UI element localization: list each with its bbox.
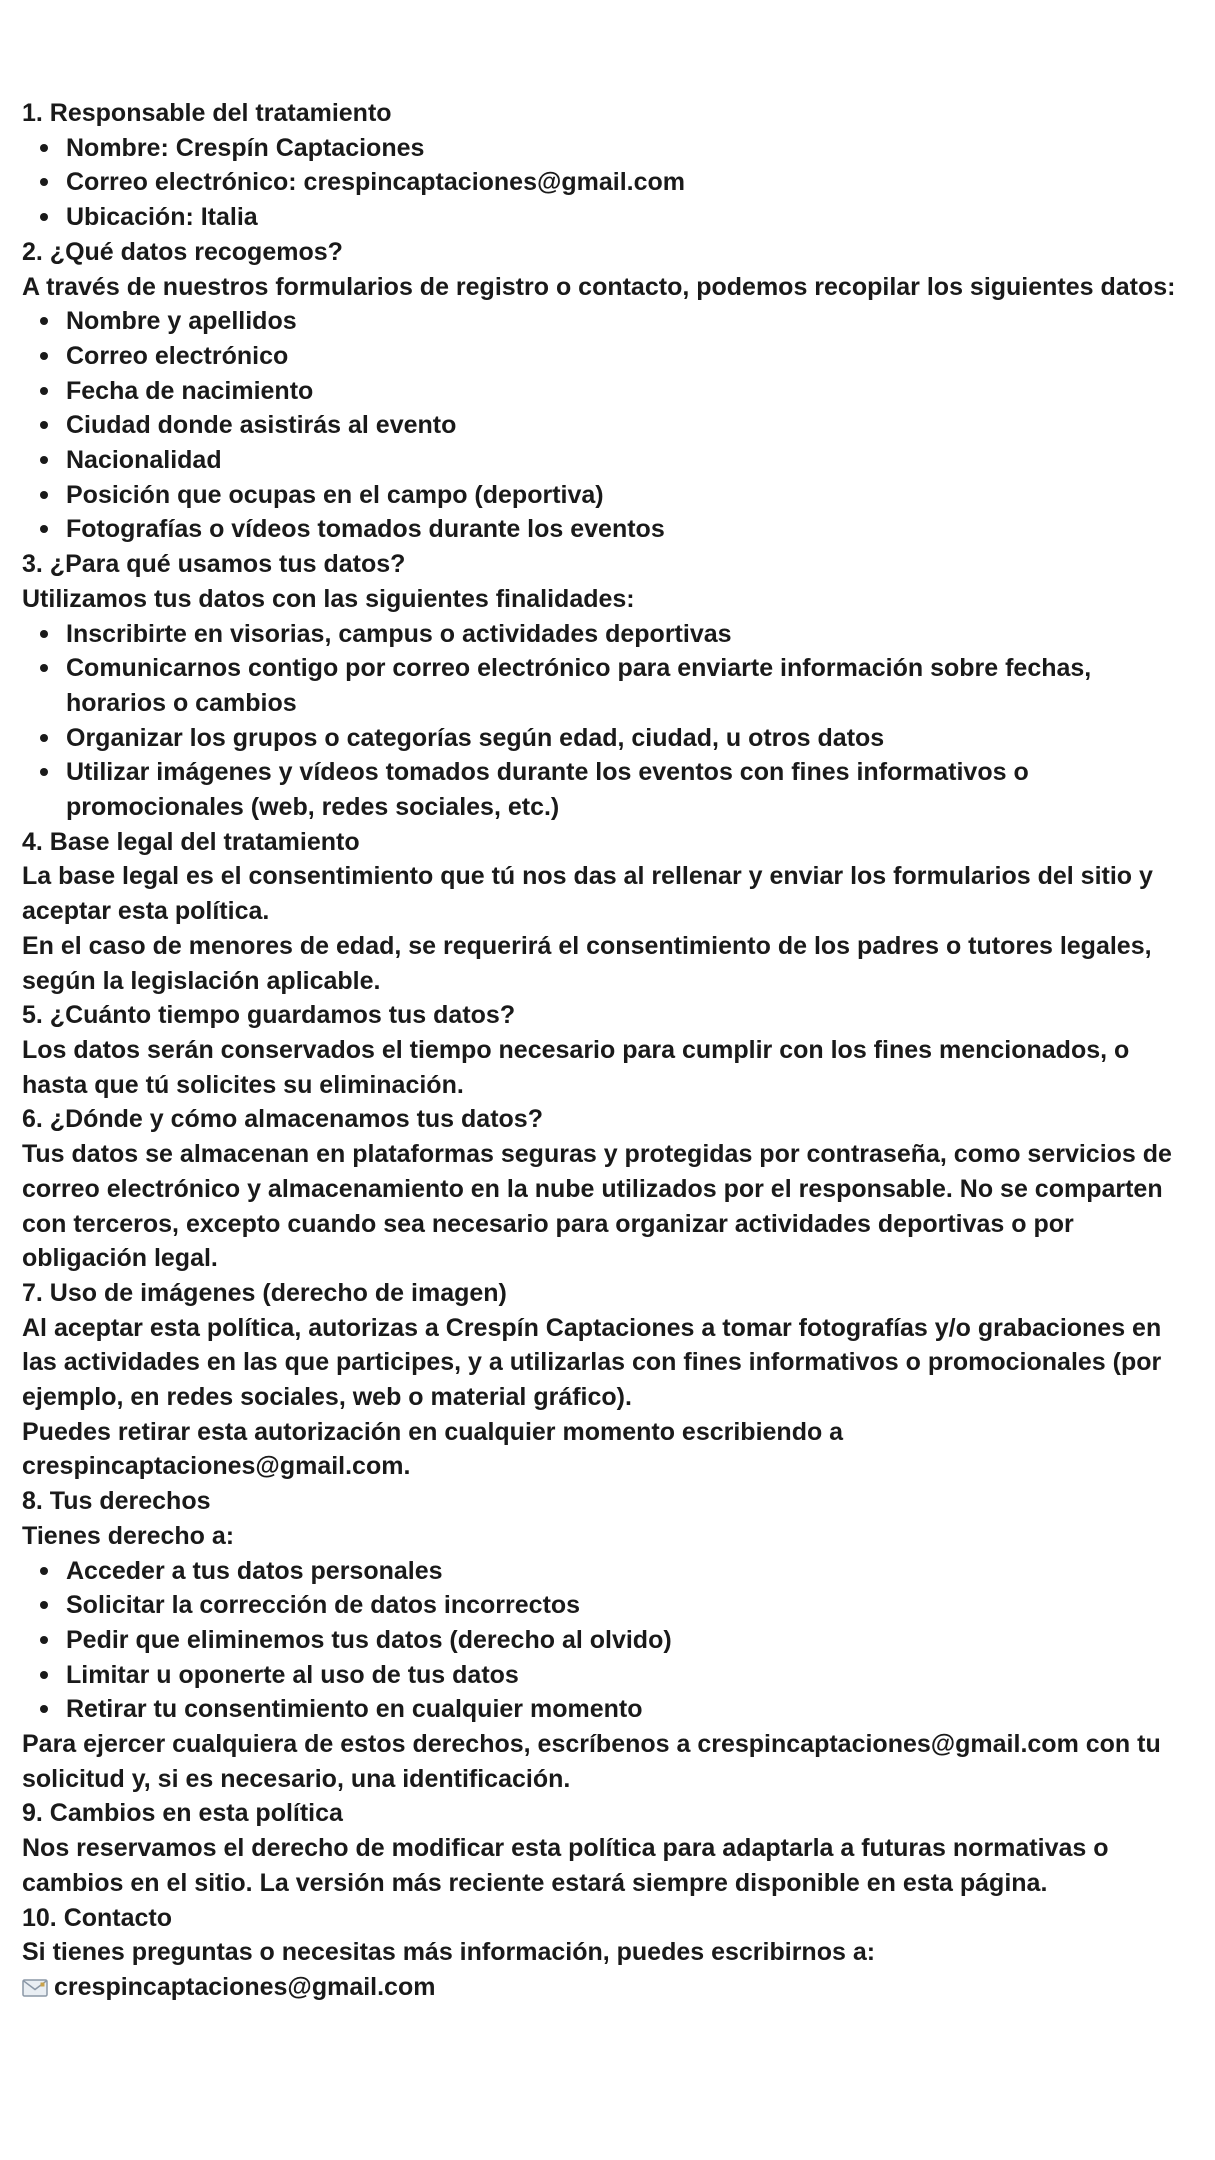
list-item: Nombre y apellidos bbox=[66, 304, 1197, 339]
paragraph: Nos reservamos el derecho de modificar esta política para adaptarla a futuras normativas o cambios en el sitio. La versión más reciente estará siempre disponible en esta página. bbox=[22, 1834, 1109, 1897]
list-item: Limitar u oponerte al uso de tus datos bbox=[66, 1658, 1197, 1693]
section-heading: 10. Contacto bbox=[22, 1903, 173, 1932]
list-item: Fecha de nacimiento bbox=[66, 374, 1197, 409]
section-heading: 1. Responsable del tratamiento bbox=[22, 99, 392, 127]
list-item: Nacionalidad bbox=[66, 443, 1197, 478]
section-heading: 9. Cambios en esta política bbox=[22, 1799, 343, 1828]
paragraph: Utilizamos tus datos con las siguientes finalidades: bbox=[22, 584, 635, 613]
list-item: Ubicación: Italia bbox=[66, 200, 1197, 235]
list-item: Posición que ocupas en el campo (deportiva) bbox=[66, 478, 1197, 513]
paragraph: Para ejercer cualquiera de estos derechos, escríbenos a crespincaptaciones@gmail.com con tu solicitud y, si es necesario, una identificación. bbox=[22, 1730, 1161, 1793]
bullet-list bbox=[22, 131, 1197, 235]
paragraph: La base legal es el consentimiento que tú nos das al rellenar y enviar los formularios del sitio y aceptar esta política. bbox=[22, 862, 1153, 926]
list-item: Pedir que eliminemos tus datos (derecho al olvido) bbox=[66, 1623, 1197, 1658]
section-heading: 2. ¿Qué datos recogemos? bbox=[22, 237, 343, 266]
paragraph: Puedes retirar esta autorización en cualquier momento escribiendo a crespincaptaciones@gmail.com. bbox=[22, 1417, 844, 1481]
list-item: Organizar los grupos o categorías según edad, ciudad, u otros datos bbox=[66, 721, 1197, 756]
list-item: Nombre: Crespín Captaciones bbox=[66, 131, 1197, 166]
bullet-list bbox=[22, 304, 1197, 547]
section-heading: 8. Tus derechos bbox=[22, 1487, 211, 1516]
envelope-icon bbox=[22, 1972, 48, 1990]
list-item: Fotografías o vídeos tomados durante los eventos bbox=[66, 512, 1197, 547]
list-item: Ciudad donde asistirás al evento bbox=[66, 408, 1197, 443]
bullet-list bbox=[22, 617, 1197, 825]
list-item: Solicitar la corrección de datos incorrectos bbox=[66, 1588, 1197, 1623]
paragraph: Los datos serán conservados el tiempo necesario para cumplir con los fines mencionados, o hasta que tú solicites su eliminación. bbox=[22, 1035, 1130, 1099]
section-heading: 3. ¿Para qué usamos tus datos? bbox=[22, 550, 406, 579]
paragraph: Tienes derecho a: bbox=[22, 1521, 235, 1550]
bullet-list bbox=[22, 1554, 1197, 1728]
contact-line bbox=[22, 1970, 1197, 2005]
paragraph: Al aceptar esta política, autorizas a Crespín Captaciones a tomar fotografías y/o grabaciones en las actividades en las que participes, y a utilizarlas con fines informativos o promocionales (por ejemplo, en redes sociales, web o material gráfico). bbox=[22, 1313, 1162, 1412]
list-item: Inscribirte en visorias, campus o actividades deportivas bbox=[66, 617, 1197, 652]
list-item: Correo electrónico bbox=[66, 339, 1197, 374]
section-heading: 5. ¿Cuánto tiempo guardamos tus datos? bbox=[22, 1001, 516, 1030]
paragraph: En el caso de menores de edad, se requerirá el consentimiento de los padres o tutores legales, según la legislación aplicable. bbox=[22, 931, 1152, 995]
section-heading: 7. Uso de imágenes (derecho de imagen) bbox=[22, 1278, 507, 1307]
list-item: Utilizar imágenes y vídeos tomados durante los eventos con fines informativos o promocionales (web, redes sociales, etc.) bbox=[66, 755, 1197, 824]
paragraph: Si tienes preguntas o necesitas más información, puedes escribirnos a: bbox=[22, 1938, 876, 1967]
list-item: Correo electrónico: crespincaptaciones@gmail.com bbox=[66, 165, 1197, 200]
privacy-policy-document bbox=[22, 96, 1197, 2005]
paragraph: Tus datos se almacenan en plataformas seguras y protegidas por contraseña, como servicios de correo electrónico y almacenamiento en la nube utilizados por el responsable. No se comparten con terceros, excepto cuando sea necesario para organizar actividades deportivas o por obligación legal. bbox=[22, 1140, 1172, 1273]
section-heading: 6. ¿Dónde y cómo almacenamos tus datos? bbox=[22, 1105, 543, 1134]
paragraph: A través de nuestros formularios de registro o contacto, podemos recopilar los siguientes datos: bbox=[22, 272, 1176, 301]
contact-email[interactable]: crespincaptaciones@gmail.com bbox=[54, 1972, 436, 2001]
list-item: Acceder a tus datos personales bbox=[66, 1554, 1197, 1589]
section-heading: 4. Base legal del tratamiento bbox=[22, 827, 360, 856]
list-item: Retirar tu consentimiento en cualquier momento bbox=[66, 1692, 1197, 1727]
list-item: Comunicarnos contigo por correo electrónico para enviarte información sobre fechas, horarios o cambios bbox=[66, 651, 1197, 720]
